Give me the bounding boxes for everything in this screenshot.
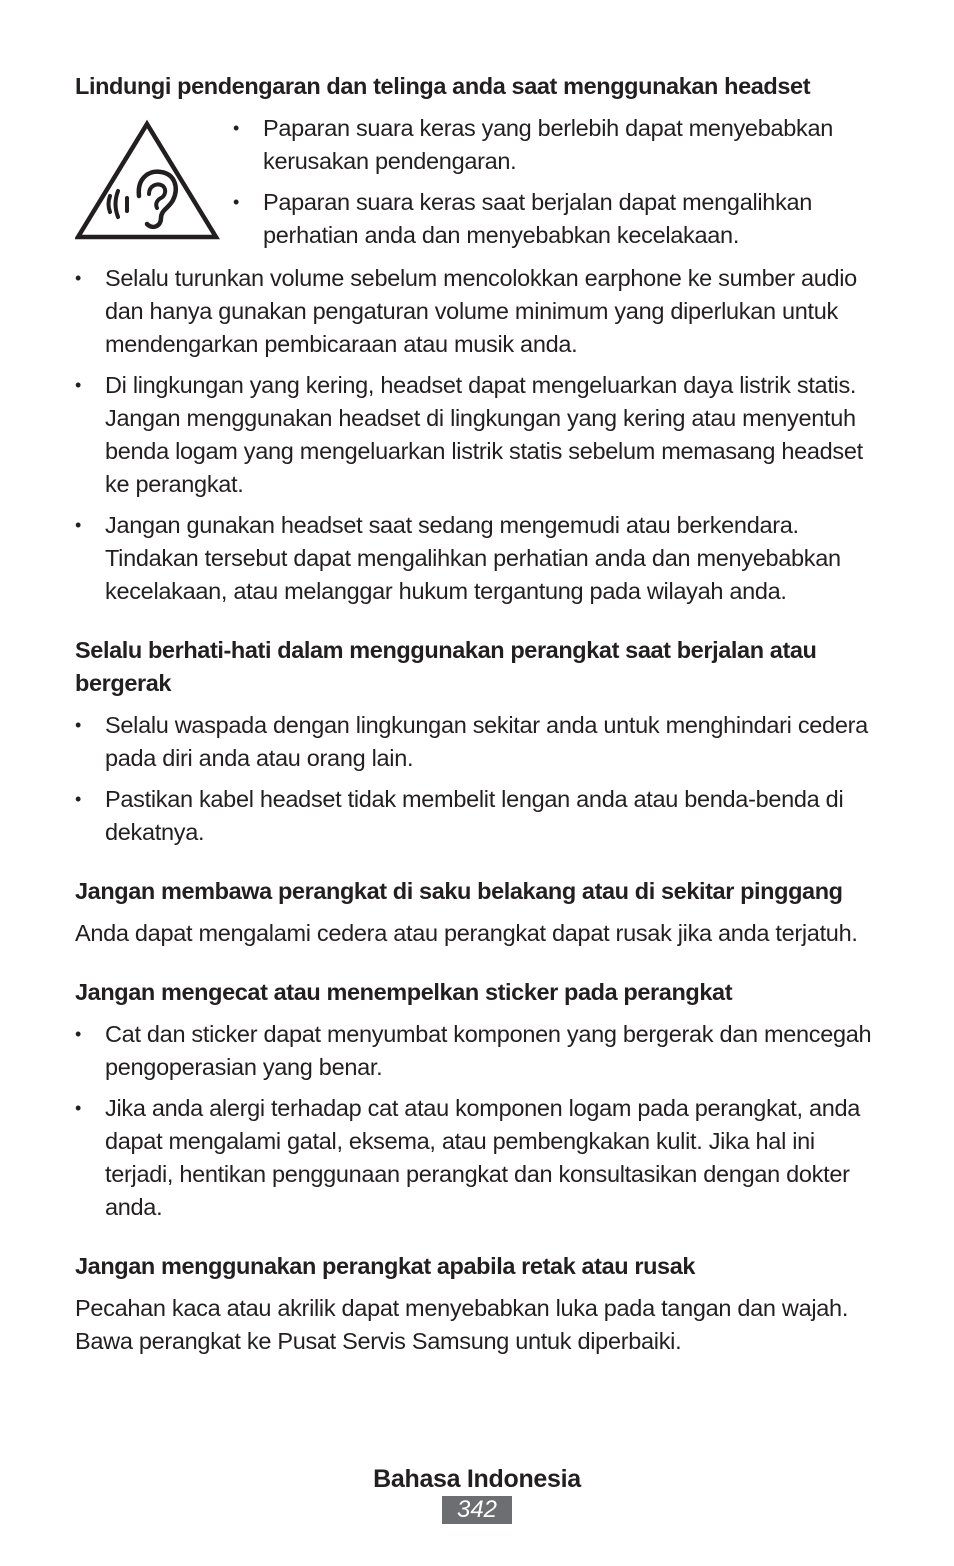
list-item-text: Paparan suara keras saat berjalan dapat mengalihkan perhatian anda dan menyebabkan kecelakaan. [263, 189, 813, 248]
list-item-text: Jika anda alergi terhadap cat atau komponen logam pada perangkat, anda dapat mengalami gatal, eksema, atau pembengkakan kulit. Jika hal ini terjadi, hentikan penggunaan perangkat dan konsultasikan dengan dokter anda. [105, 1095, 861, 1220]
list-item [75, 783, 883, 849]
bullet-dot: • [233, 118, 240, 138]
bullet-dot: • [75, 1024, 82, 1044]
section-heading: Lindungi pendengaran dan telinga anda saat menggunakan headset [75, 73, 811, 99]
section-headset [75, 70, 883, 608]
section-paint [75, 976, 883, 1224]
list-item [75, 709, 883, 775]
section-heading: Jangan menggunakan perangkat apabila retak atau rusak [75, 1253, 696, 1279]
icon-bullet-list [233, 112, 883, 260]
list-item-text: Selalu turunkan volume sebelum mencolokkan earphone ke sumber audio dan hanya gunakan pengaturan volume minimum yang diperlukan untuk mendengarkan pembicaraan atau musik anda. [105, 265, 857, 357]
bullet-dot: • [75, 715, 82, 735]
section-text: Anda dapat mengalami cedera atau perangkat dapat rusak jika anda terjatuh. [75, 920, 858, 946]
bullet-list [75, 1018, 883, 1224]
list-item-text: Selalu waspada dengan lingkungan sekitar anda untuk menghindari cedera pada diri anda atau orang lain. [105, 712, 868, 771]
list-item [75, 369, 883, 501]
bullet-dot: • [75, 515, 82, 535]
bullet-list [75, 709, 883, 849]
list-item [75, 509, 883, 608]
list-item-text: Jangan gunakan headset saat sedang mengemudi atau berkendara. Tindakan tersebut dapat mengalihkan perhatian anda dan menyebabkan kecelakaan, atau melanggar hukum tergantung pada wilayah anda. [105, 512, 841, 604]
bullet-dot: • [75, 375, 82, 395]
list-item-text: Di lingkungan yang kering, headset dapat mengeluarkan daya listrik statis. Jangan menggunakan headset di lingkungan yang kering atau menyentuh benda logam yang mengeluarkan listrik statis sebelum memasang headset ke perangkat. [105, 372, 863, 497]
bullet-dot: • [75, 789, 82, 809]
list-item-text: Cat dan sticker dapat menyumbat komponen yang bergerak dan mencegah pengoperasian yang benar. [105, 1021, 872, 1080]
page-footer [0, 1462, 954, 1524]
list-item-text: Pastikan kabel headset tidak membelit lengan anda atau benda-benda di dekatnya. [105, 786, 844, 845]
section-damaged [75, 1250, 883, 1358]
section-heading: Selalu berhati-hati dalam menggunakan perangkat saat berjalan atau bergerak [75, 637, 817, 696]
bullet-dot: • [75, 268, 82, 288]
page-content [75, 70, 883, 1384]
page-number-badge: 342 [442, 1496, 512, 1524]
section-text: Pecahan kaca atau akrilik dapat menyebabkan luka pada tangan dan wajah. Bawa perangkat ke Pusat Servis Samsung untuk diperbaiki. [75, 1295, 849, 1354]
section-walking [75, 634, 883, 849]
bullet-dot: • [75, 1098, 82, 1118]
list-item [75, 262, 883, 361]
warning-row [75, 112, 883, 260]
list-item [233, 186, 883, 252]
section-heading: Jangan membawa perangkat di saku belakang atau di sekitar pinggang [75, 878, 843, 904]
list-item [233, 112, 883, 178]
section-heading: Jangan mengecat atau menempelkan sticker pada perangkat [75, 979, 733, 1005]
list-item [75, 1092, 883, 1224]
section-pocket [75, 875, 883, 950]
bullet-list [75, 262, 883, 608]
footer-language: Bahasa Indonesia [373, 1465, 581, 1493]
list-item-text: Paparan suara keras yang berlebih dapat menyebabkan kerusakan pendengaran. [263, 115, 833, 174]
hearing-warning-icon [75, 118, 220, 243]
list-item [75, 1018, 883, 1084]
bullet-dot: • [233, 192, 240, 212]
